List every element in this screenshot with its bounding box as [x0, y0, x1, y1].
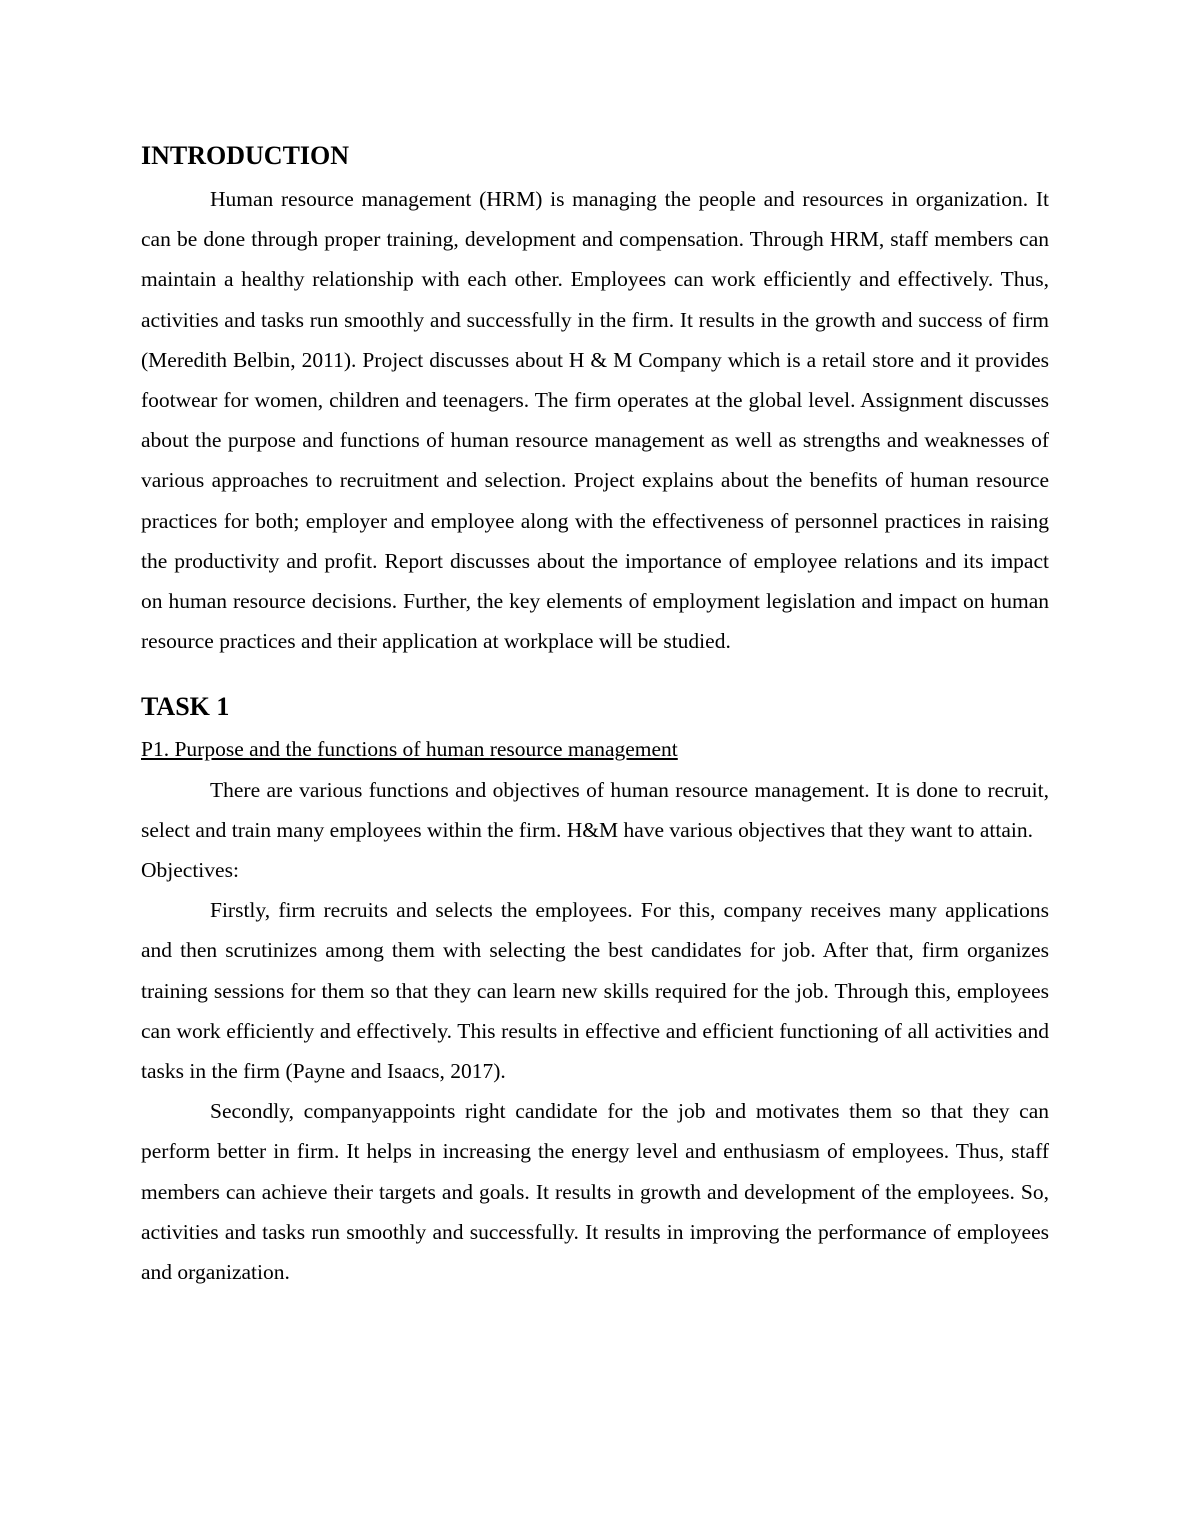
- task1-subheading: P1. Purpose and the functions of human resource management: [141, 737, 678, 762]
- task1-paragraph-secondly: Secondly, companyappoints right candidate for the job and motivates them so that they can perform better in firm. It helps in increasing the energy level and enthusiasm of employees. Thus, staff members can achieve their targets and goals. It results in growth and development of the employees. So, activities and tasks run smoothly and successfully. It results in improving the performance of employees and organization.: [141, 1099, 1049, 1285]
- introduction-paragraph: Human resource management (HRM) is managing the people and resources in organization. It can be done through proper training, development and compensation. Through HRM, staff members can maintain a healthy relationship with each other. Employees can work efficiently and effectively. Thus, activities and tasks run smoothly and successfully in the firm. It results in the growth and success of firm (Meredith Belbin, 2011). Project discusses about H & M Company which is a retail store and it provides footwear for women, children and teenagers. The firm operates at the global level. Assignment discusses about the purpose and functions of human resource management as well as strengths and weaknesses of various approaches to recruitment and selection. Project explains about the benefits of human resource practices for both; employer and employee along with the effectiveness of personnel practices in raising the productivity and profit. Report discusses about the importance of employee relations and its impact on human resource decisions. Further, the key elements of employment legislation and impact on human resource practices and their application at workplace will be studied.: [141, 187, 1049, 654]
- objectives-label: Objectives:: [141, 858, 239, 883]
- task1-paragraph-functions: There are various functions and objectives of human resource management. It is done to recruit, select and train many employees within the firm. H&M have various objectives that they want to attain.: [141, 777, 1049, 842]
- introduction-heading: INTRODUCTION: [141, 141, 350, 170]
- task1-paragraph-firstly: Firstly, firm recruits and selects the employees. For this, company receives many applications and then scrutinizes among them with selecting the best candidates for job. After that, firm organizes training sessions for them so that they can learn new skills required for the job. Through this, employees can work efficiently and effectively. This results in effective and efficient functioning of all activities and tasks in the firm (Payne and Isaacs, 2017).: [141, 898, 1049, 1084]
- document-body: [141, 138, 1049, 1292]
- task1-heading: TASK 1: [141, 692, 230, 722]
